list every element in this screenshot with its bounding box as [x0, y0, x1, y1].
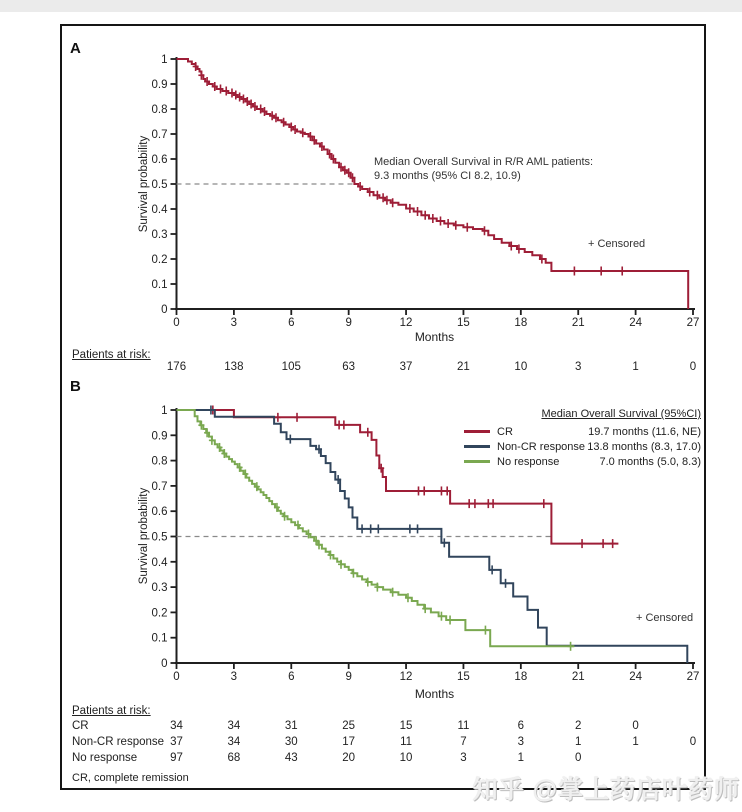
risk-value: 10 [399, 752, 413, 764]
y-tick-label: 0.5 [151, 531, 168, 544]
risk-value: 105 [281, 361, 301, 373]
risk-value: 15 [399, 720, 413, 732]
panel-b-y-axis-label: Survival probability [138, 487, 150, 585]
risk-value: 6 [517, 720, 525, 732]
risk-value: 0 [689, 736, 697, 748]
risk-value: 0 [575, 752, 582, 764]
legend-row [456, 454, 701, 469]
risk-value: 43 [284, 752, 298, 764]
legend-line-swatch [464, 445, 490, 448]
panel-a-x-axis-label: Months [414, 330, 455, 344]
risk-value: 0 [632, 720, 639, 732]
x-tick-label: 21 [571, 317, 585, 329]
y-tick-label: 1 [161, 405, 168, 417]
y-tick-label: 0.8 [151, 104, 168, 116]
risk-value: 11 [400, 736, 413, 748]
legend-value: 19.7 months (11.6, NE) [588, 425, 701, 438]
panel-b-censored-label: + Censored [636, 612, 694, 624]
panel-a-letter: A [70, 40, 81, 57]
x-tick-label: 0 [173, 671, 180, 683]
y-tick-label: 0.1 [151, 279, 168, 291]
panel-a-patients-at-risk-header: Patients at risk: [72, 349, 151, 361]
x-tick-label: 15 [457, 317, 470, 329]
x-tick-label: 3 [230, 317, 238, 329]
risk-value: 1 [632, 736, 639, 748]
risk-value: 7 [460, 736, 467, 748]
risk-value: 11 [457, 720, 470, 732]
risk-value: 34 [170, 720, 183, 732]
legend-line-swatch [464, 460, 490, 463]
risk-value: 2 [575, 720, 582, 732]
risk-value: 37 [170, 736, 183, 748]
risk-value: 20 [342, 752, 356, 764]
risk-value: 3 [460, 752, 467, 764]
panel-b-legend [456, 408, 701, 469]
x-tick-label: 9 [345, 671, 352, 683]
x-tick-label: 24 [629, 671, 643, 683]
y-tick-label: 0.4 [151, 556, 168, 569]
y-tick-label: 0.4 [151, 204, 168, 216]
panel-a-median-annotation [374, 155, 593, 183]
legend-line-swatch [464, 430, 490, 433]
risk-row-label: No response [72, 752, 138, 764]
x-tick-label: 21 [571, 671, 585, 683]
x-tick-label: 12 [399, 671, 413, 683]
legend-value: 13.8 months (8.3, 17.0) [587, 440, 701, 453]
risk-value: 34 [227, 736, 241, 748]
watermark: 知乎 @掌上药店叶药师 [472, 776, 740, 804]
y-tick-label: 0.8 [151, 455, 168, 468]
x-tick-label: 6 [288, 317, 295, 329]
y-tick-label: 0.2 [151, 607, 168, 620]
x-tick-label: 27 [686, 317, 700, 329]
panel-a-censored-label: + Censored [588, 238, 646, 250]
risk-row-label: Non-CR response [72, 736, 165, 748]
x-tick-label: 6 [288, 671, 295, 683]
legend-rows [456, 424, 701, 469]
risk-value: 25 [342, 720, 356, 732]
x-tick-label: 18 [514, 317, 528, 329]
panel-b-patients-at-risk-header: Patients at risk: [72, 705, 151, 717]
x-tick-label: 24 [629, 317, 643, 329]
legend-value: 7.0 months (5.0, 8.3) [599, 455, 701, 468]
y-tick-label: 0.9 [151, 79, 168, 91]
risk-value: 17 [342, 736, 356, 748]
legend-row [456, 424, 701, 439]
risk-value: 68 [227, 752, 241, 764]
risk-value: 1 [517, 752, 525, 764]
legend-label: No response [497, 455, 560, 468]
x-tick-label: 9 [345, 317, 352, 329]
risk-value: 1 [575, 736, 582, 748]
panel-b-x-axis-label: Months [414, 687, 455, 701]
risk-value: 10 [514, 361, 528, 373]
y-tick-label: 0.5 [151, 179, 168, 191]
annotation-line-1: Median Overall Survival in R/R AML patients: [374, 156, 594, 168]
panel-a-y-axis-label: Survival probability [138, 135, 150, 233]
y-tick-label: 0.3 [151, 582, 168, 595]
risk-value: 0 [689, 361, 697, 373]
annotation-line-2: 9.3 months (95% CI 8.2, 10.9) [374, 170, 521, 182]
y-tick-label: 0.3 [151, 229, 168, 241]
x-tick-label: 18 [514, 671, 528, 683]
risk-value: 176 [166, 361, 187, 373]
x-tick-label: 0 [173, 317, 180, 329]
y-tick-label: 0.6 [151, 506, 168, 519]
x-tick-label: 12 [399, 317, 413, 329]
risk-value: 3 [575, 361, 582, 373]
risk-value: 3 [517, 736, 525, 748]
risk-value: 63 [342, 361, 356, 373]
risk-value: 37 [399, 361, 413, 373]
y-tick-label: 0.6 [151, 154, 168, 166]
y-tick-label: 0 [161, 658, 168, 670]
y-tick-label: 0.9 [151, 430, 168, 443]
panel-b-letter: B [70, 378, 81, 395]
x-tick-label: 27 [686, 671, 700, 683]
risk-value: 30 [284, 736, 298, 748]
y-tick-label: 0.1 [151, 632, 168, 645]
y-tick-label: 1 [161, 54, 168, 66]
risk-value: 138 [224, 361, 244, 373]
y-tick-label: 0.2 [151, 254, 168, 266]
x-tick-label: 15 [457, 671, 470, 683]
x-tick-label: 3 [230, 671, 238, 683]
risk-row-label: CR [72, 720, 89, 732]
y-tick-label: 0.7 [151, 480, 168, 493]
legend-label: Non-CR response [497, 440, 586, 453]
risk-value: 97 [170, 752, 183, 764]
risk-value: 31 [284, 720, 298, 732]
footnote: CR, complete remission [72, 772, 189, 784]
y-tick-label: 0.7 [151, 129, 168, 141]
y-tick-label: 0 [161, 304, 168, 316]
risk-value: 21 [457, 361, 470, 373]
risk-value: 34 [227, 720, 241, 732]
legend-header: Median Overall Survival (95%CI) [541, 408, 701, 420]
legend-label: CR [497, 425, 513, 438]
risk-value: 1 [632, 361, 639, 373]
legend-row [456, 439, 701, 454]
